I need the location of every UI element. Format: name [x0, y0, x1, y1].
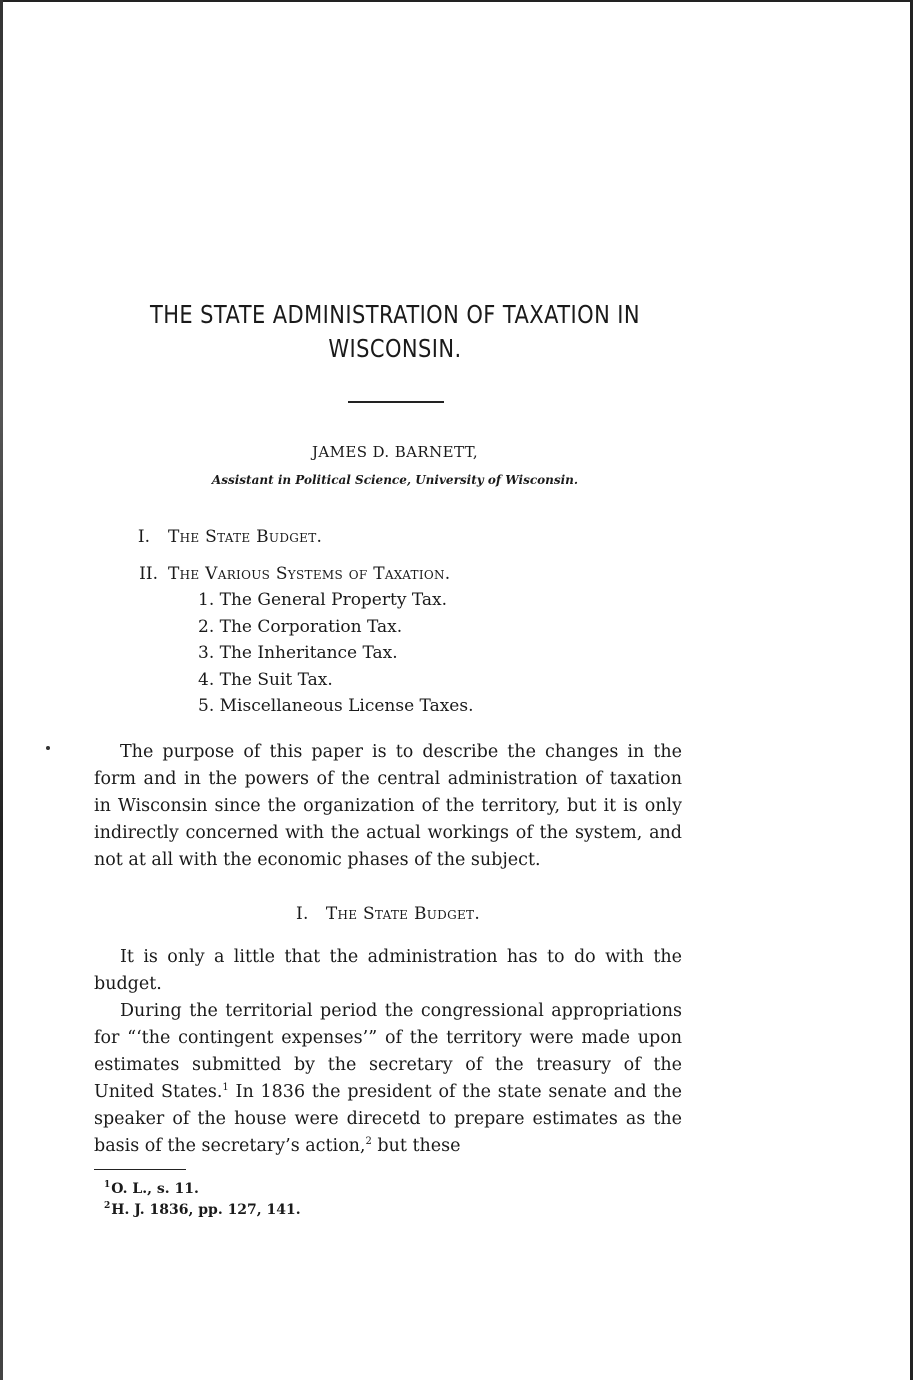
footnote — [104, 1200, 301, 1221]
footnote-mark: 2 — [104, 1201, 111, 1212]
toc-subitem-label: 2. The Corporation Tax. — [198, 616, 403, 637]
body-paragraph-text: In 1836 the president of the state senate and the speaker of the house were direcetd to prepare estimates as the basis of the secretary’s action, — [94, 1082, 682, 1156]
footnote-text: H. J. 1836, pp. 127, 141. — [111, 1202, 301, 1218]
toc-subitem — [118, 587, 678, 614]
body-paragraph — [94, 998, 682, 1160]
title-rule — [348, 401, 444, 403]
intro-paragraph-text: The purpose of this paper is to describe the changes in the form and in the powers of the central administration of taxation in Wisconsin since the organization of the territory, but it is only indirectly concerned with the actual workings of the system, and not at all with the economic phases of the subject. — [94, 742, 682, 870]
footnote-text: O. L., s. 11. — [111, 1181, 199, 1197]
body-paragraph-text: It is only a little that the administration has to do with the budget. — [94, 947, 682, 994]
page-title — [143, 298, 647, 366]
toc-section-1 — [118, 524, 678, 551]
footnote-rule — [94, 1169, 186, 1170]
footnotes — [104, 1179, 301, 1221]
toc-subitem — [118, 640, 678, 667]
footnote — [104, 1179, 301, 1200]
title-line-2: WISCONSIN. — [328, 334, 462, 363]
section-numeral: I. — [295, 904, 309, 924]
footnote-reference: 1 — [222, 1082, 229, 1094]
author-name: JAMES D. BARNETT, — [311, 443, 479, 461]
body-paragraph — [94, 944, 682, 998]
toc-subitem — [118, 614, 678, 641]
toc-heading: The State Budget. — [168, 527, 323, 547]
intro-paragraph — [94, 739, 682, 874]
toc-subitem-label: 4. The Suit Tax. — [198, 669, 333, 690]
section-title: The State Budget. — [325, 904, 481, 924]
footnote-reference: 2 — [365, 1136, 372, 1148]
toc-section-2 — [118, 561, 678, 588]
page-edge-top — [0, 0, 913, 2]
title-line-1: THE STATE ADMINISTRATION OF TAXATION IN — [149, 300, 641, 329]
toc-subitem-label: 1. The General Property Tax. — [198, 590, 447, 610]
page-edge-left — [0, 0, 3, 1380]
toc-numeral: II. — [139, 563, 158, 584]
body-paragraph-text: but these — [371, 1136, 461, 1156]
toc-numeral: I. — [137, 527, 150, 547]
toc-subitem — [118, 667, 678, 694]
body-paragraph-text: During the territorial period the congressional appropriations for “‘the contingent expenses’” of the territory were made upon estimates submitted by the secretary of the treasury of the United States. — [94, 1001, 682, 1102]
scan-speck — [46, 746, 50, 750]
table-of-contents — [118, 524, 678, 720]
toc-subitem-label: 5. Miscellaneous License Taxes. — [198, 696, 474, 716]
section-heading — [94, 904, 682, 924]
toc-subitem — [118, 693, 678, 720]
toc-heading: The Various Systems of Taxation. — [168, 563, 451, 584]
footnote-mark: 1 — [104, 1180, 111, 1191]
toc-subitem-label: 3. The Inheritance Tax. — [198, 643, 398, 663]
author-affiliation: Assistant in Political Science, University of Wisconsin. — [211, 473, 579, 487]
